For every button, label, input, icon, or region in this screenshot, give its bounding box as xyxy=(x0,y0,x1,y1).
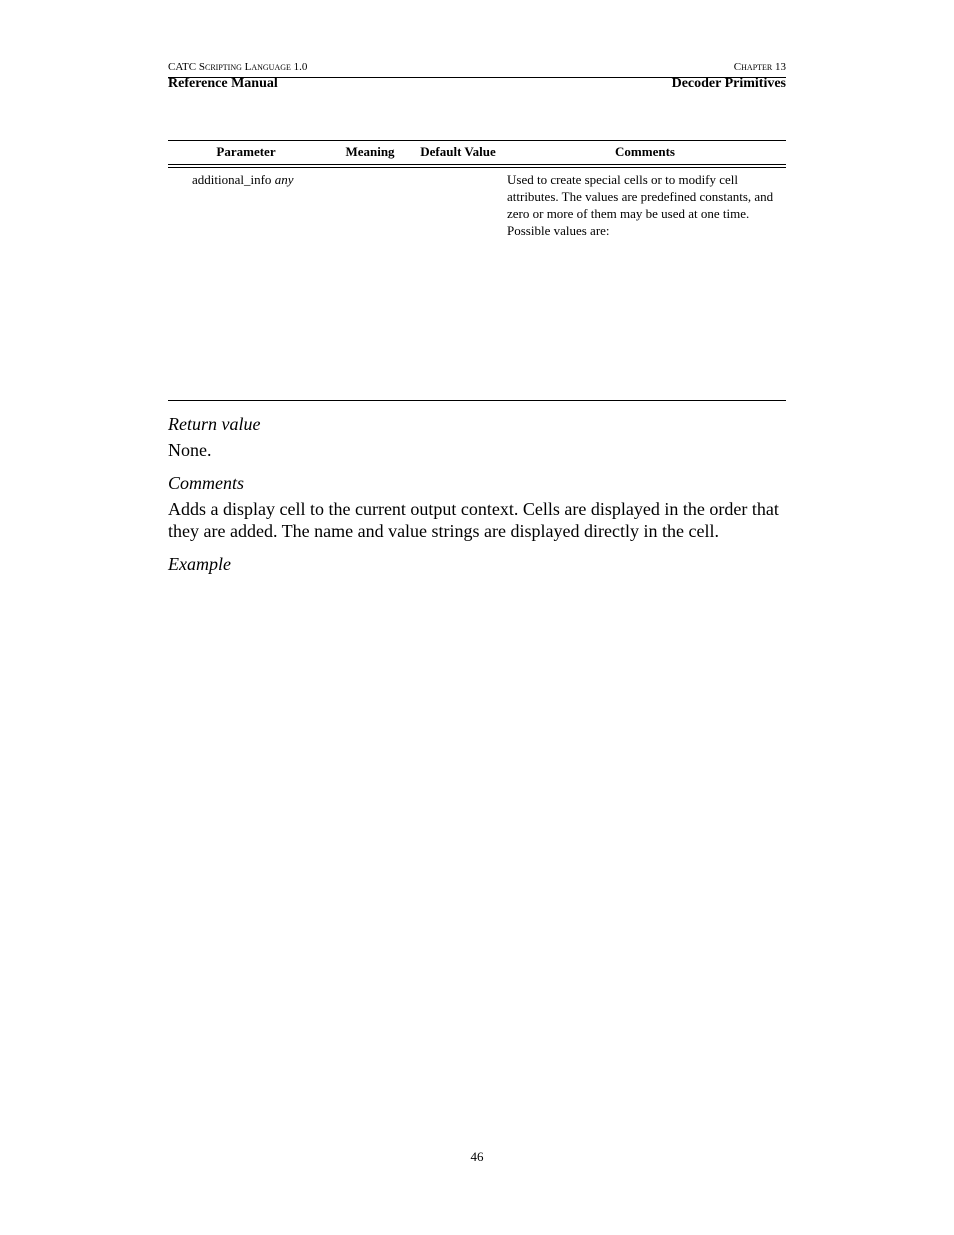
running-header-bottom xyxy=(168,76,786,92)
comments-heading: Comments xyxy=(168,473,244,493)
example-heading: Example xyxy=(168,554,231,574)
header-chapter: Chapter 13 xyxy=(733,61,786,73)
table-header-row xyxy=(168,141,786,164)
comments-text: Adds a display cell to the current output context. Cells are displayed in the order that they are added. The name and value strings are displayed directly in the cell. xyxy=(168,499,779,541)
parameter-name: additional_info xyxy=(192,172,272,187)
header-chapter-title: Decoder Primitives xyxy=(671,76,786,91)
cell-comments: Used to create special cells or to modify cell attributes. The values are predefined constants, and zero or more of them may be used at one time. Possible values are: xyxy=(507,172,774,238)
cell-parameter xyxy=(192,171,293,188)
document-page xyxy=(168,0,786,1235)
table-bottom-rule xyxy=(168,400,786,401)
header-doc-title: CATC Scripting Language 1.0 xyxy=(168,61,308,73)
column-header-default-value: Default Value xyxy=(420,144,496,159)
column-header-parameter: Parameter xyxy=(216,144,276,159)
return-value-text: None. xyxy=(168,440,212,460)
header-manual-name: Reference Manual xyxy=(168,76,278,91)
column-header-meaning: Meaning xyxy=(345,144,395,159)
parameter-table xyxy=(168,140,786,401)
table-row xyxy=(168,168,786,400)
return-value-heading: Return value xyxy=(168,414,261,434)
column-header-comments: Comments xyxy=(615,144,675,159)
page-number: 46 xyxy=(470,1149,484,1164)
parameter-type: any xyxy=(274,172,294,187)
